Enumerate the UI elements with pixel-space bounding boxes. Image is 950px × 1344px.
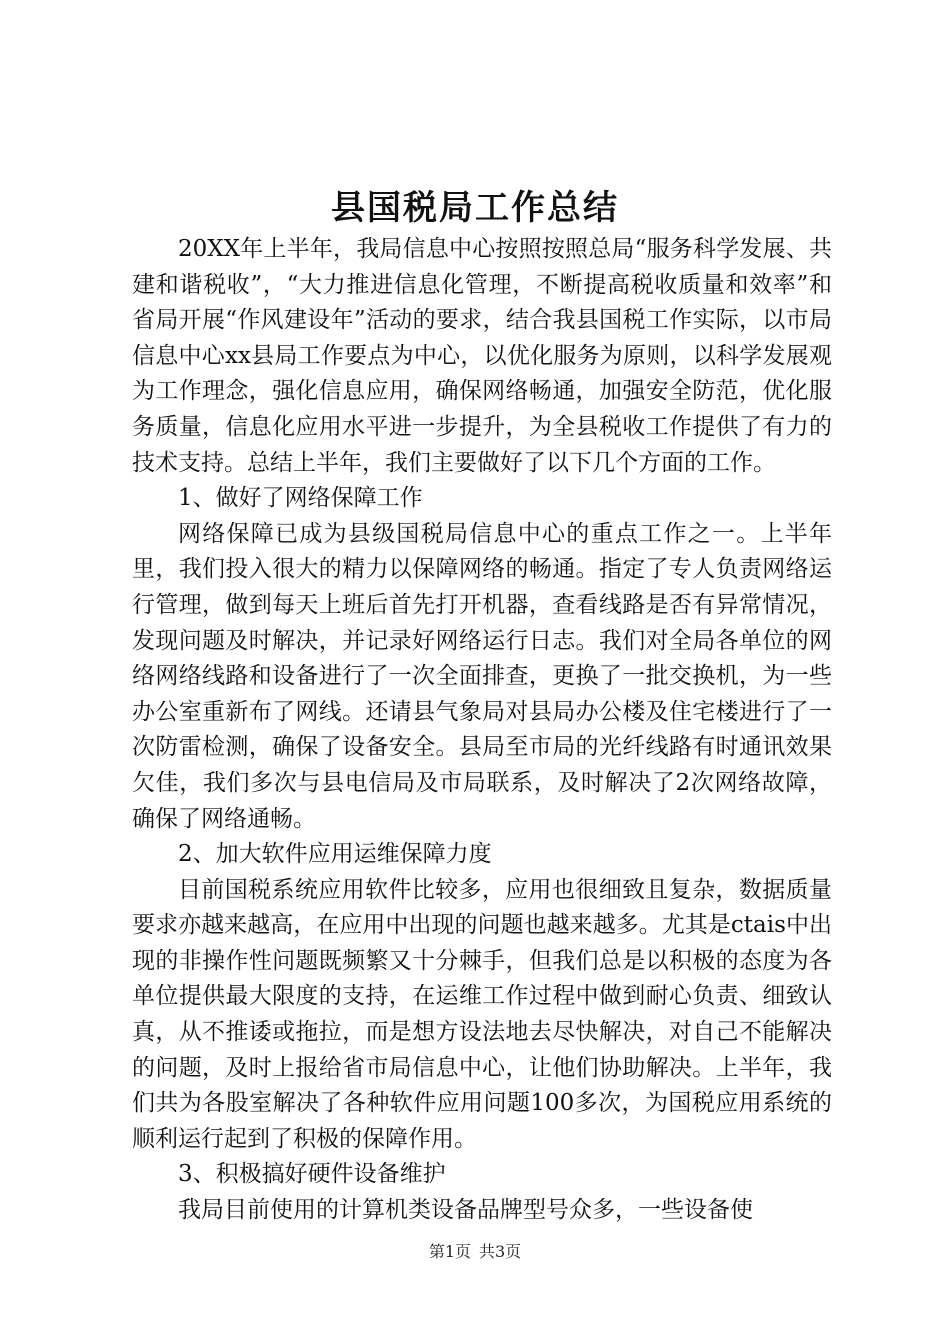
software-paragraph: 目前国税系统应用软件比较多，应用也很细致且复杂，数据质量要求亦越来越高，在应用中出现的问题也越来越多。尤其是ctais中出现的非操作性问题既频繁又十分棘手，但我们总是以积极的态度为各单位提供最大限度的支持，在运维工作过程中做到耐心负责、细致认真，从不推诿或拖拉，而是想方设法地去尽快解决，对自己不能解决的问题，及时上报给省市局信息中心，让他们协助解决。上半年，我们共为各股室解决了各种软件应用问题100多次，为国税应用系统的顺利运行起到了积极的保障作用。: [132, 876, 832, 1152]
section-heading-software: 2、加大软件应用运维保障力度: [178, 841, 492, 868]
document-title: 县国税局工作总结: [331, 188, 619, 228]
section-heading-hardware: 3、积极搞好硬件设备维护: [178, 1161, 446, 1188]
page-footer: [0, 1240, 950, 1264]
network-paragraph: 网络保障已成为县级国税局信息中心的重点工作之一。上半年里，我们投入很大的精力以保障网络的畅通。指定了专人负责网络运行管理，做到每天上班后首先打开机器，查看线路是否有异常情况，发现问题及时解决，并记录好网络运行日志。我们对全局各单位的网络网络线路和设备进行了一次全面排查，更换了一批交换机，为一些办公室重新布了网线。还请县气象局对县局办公楼及住宅楼进行了一次防雷检测，确保了设备安全。县局至市局的光纤线路有时通讯效果欠佳，我们多次与县电信局及市局联系，及时解决了2次网络故障，确保了网络通畅。: [132, 520, 832, 832]
intro-paragraph: 20XX年上半年，我局信息中心按照按照总局“服务科学发展、共建和谐税收”，“大力推进信息化管理，不断提高税收质量和效率”和省局开展“作风建设年”活动的要求，结合我县国税工作实际，以市局信息中心xx县局工作要点为中心，以优化服务为原则，以科学发展观为工作理念，强化信息应用，确保网络畅通，加强安全防范，优化服务质量，信息化应用水平进一步提升，为全县税收工作提供了有力的技术支持。总结上半年，我们主要做好了以下几个方面的工作。: [132, 236, 832, 476]
page-total: 共3页: [479, 1242, 522, 1261]
section-heading-network: 1、做好了网络保障工作: [178, 485, 423, 512]
page-number: 第1页: [428, 1242, 471, 1261]
document-body: [132, 232, 832, 1229]
hardware-paragraph: 我局目前使用的计算机类设备品牌型号众多，一些设备使: [178, 1197, 753, 1224]
